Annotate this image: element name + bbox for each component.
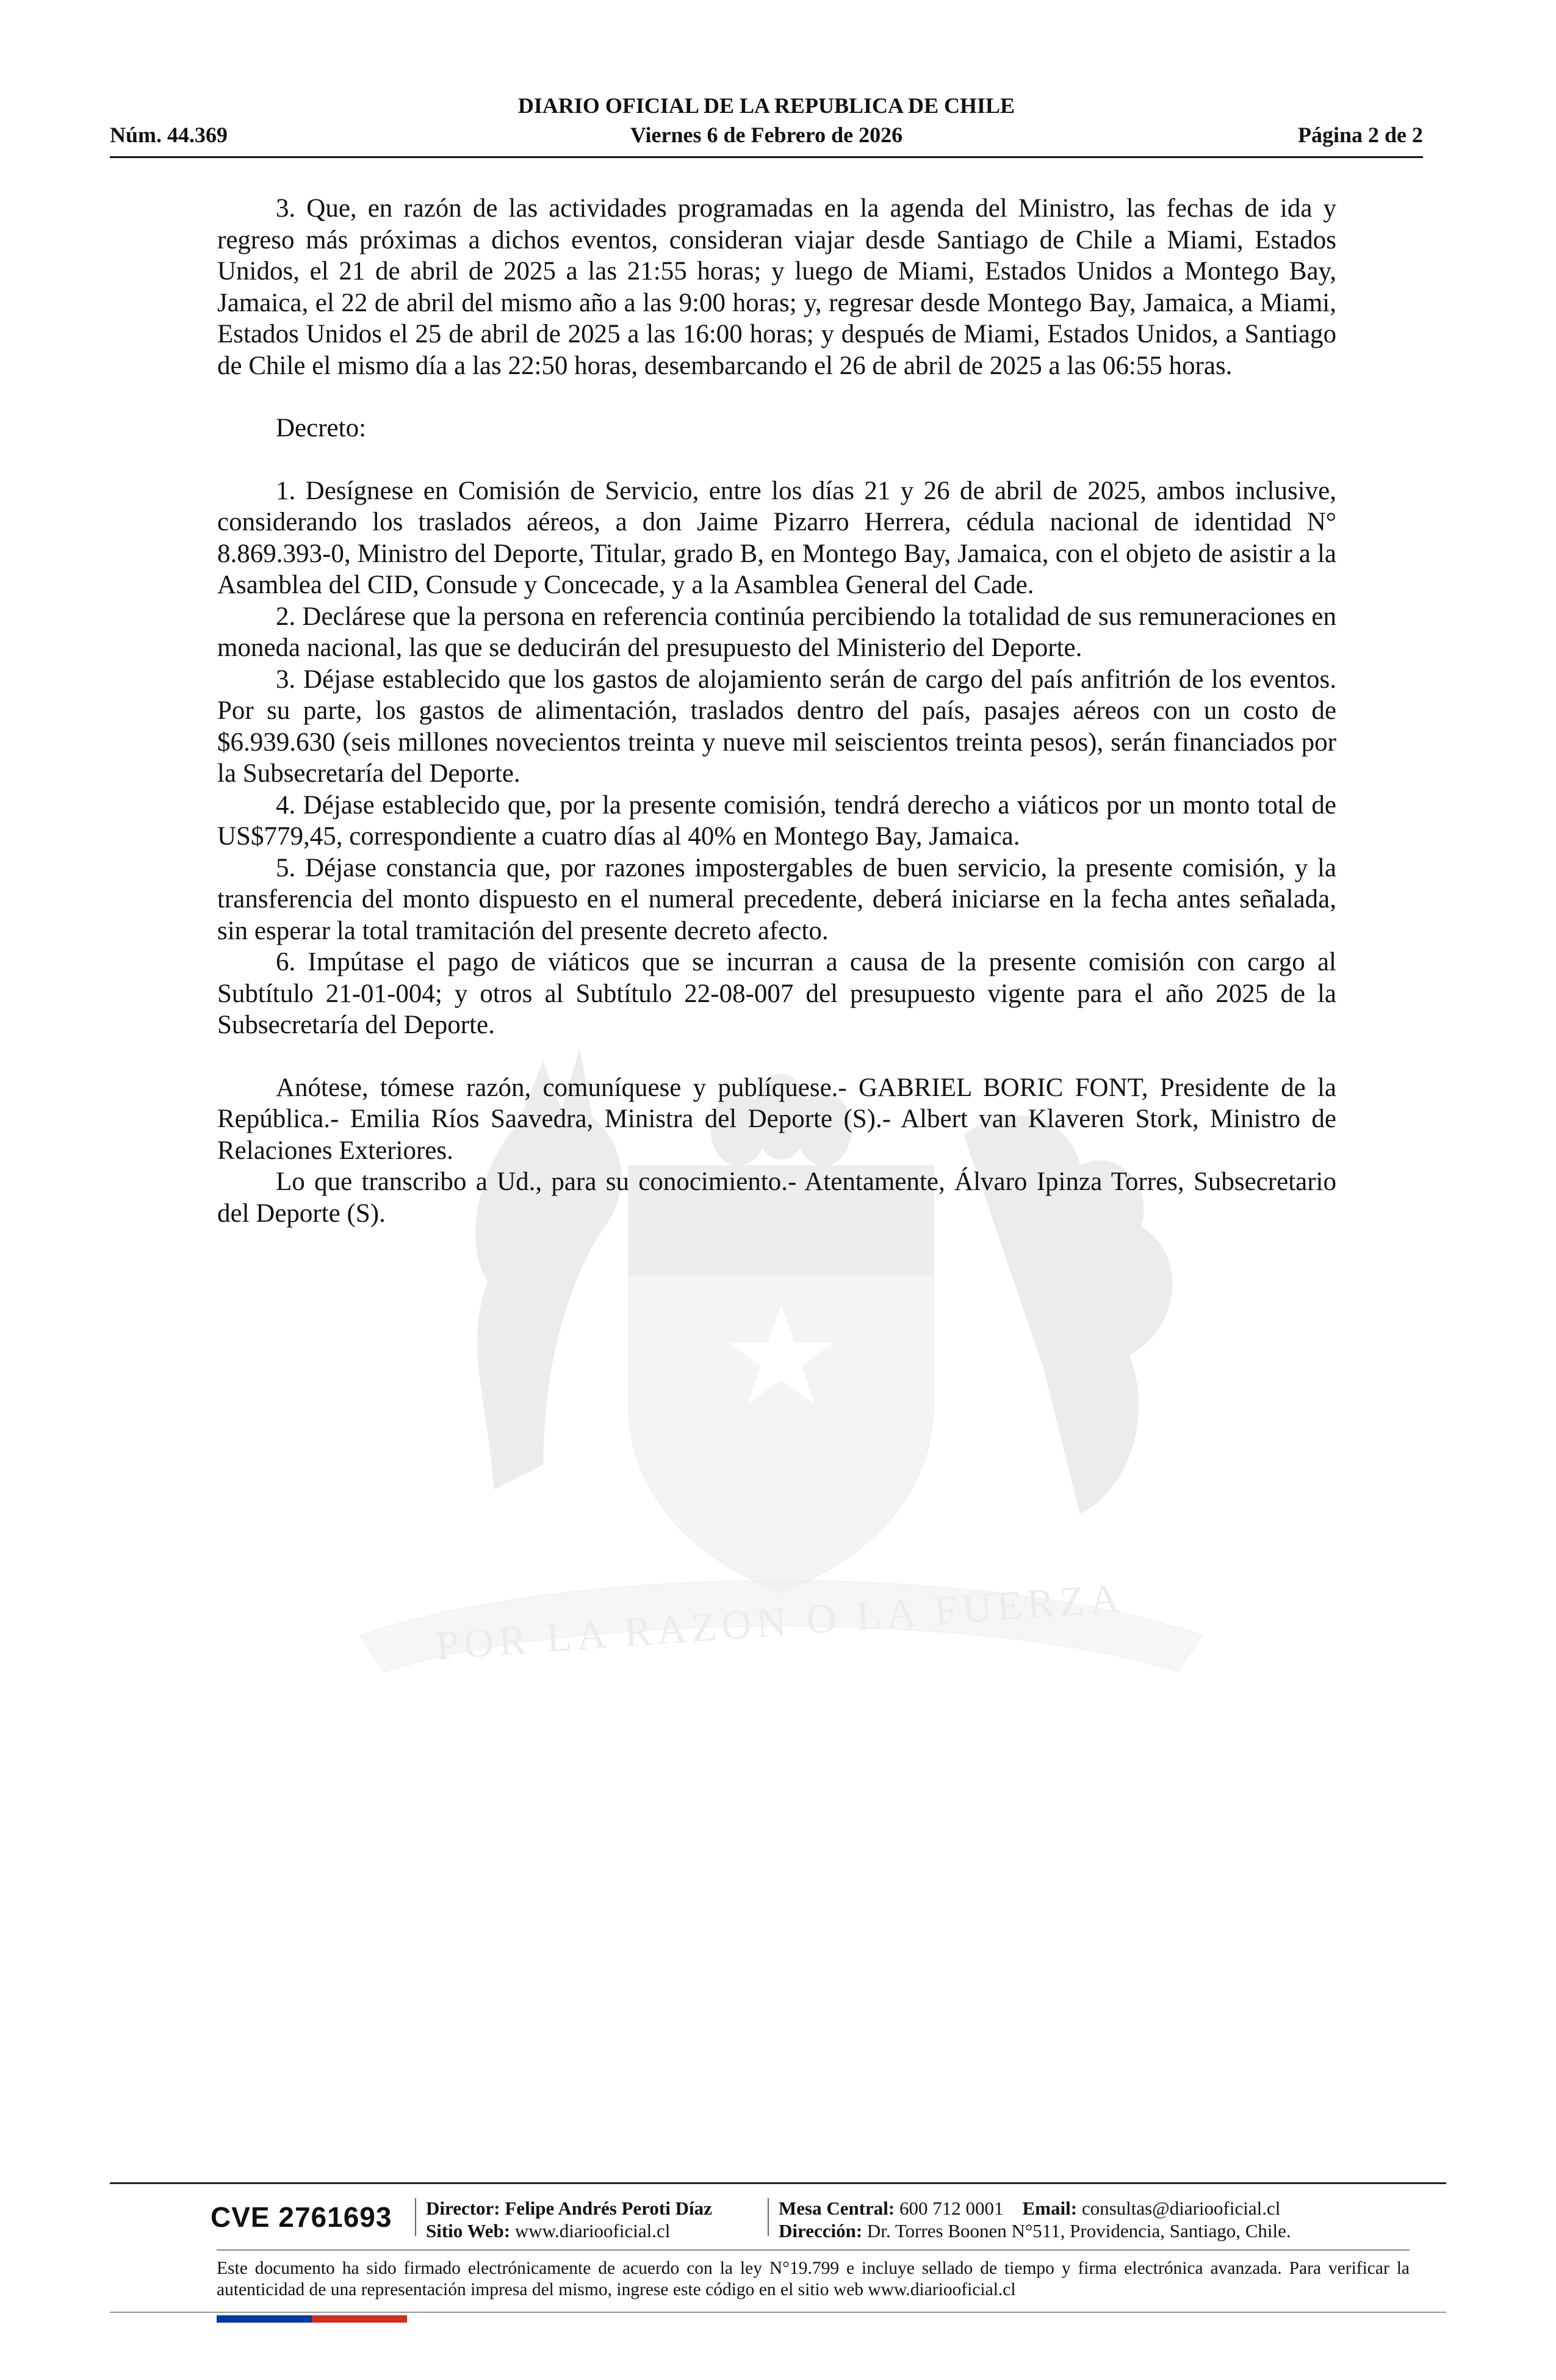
director-name: Felipe Andrés Peroti Díaz [505, 2198, 712, 2219]
article-3: 3. Déjase establecido que los gastos de alojamiento serán de cargo del país anfitrión de los eventos. Por su parte, los gastos de alimentación, traslados dentro del país, pasajes aéreos con un costo de $6.939.630 (seis millones novecientos treinta y nueve mil seiscientos treinta pesos), serán financiados por la Subsecretaría del Deporte. [217, 665, 1336, 788]
footer-director-column [426, 2197, 712, 2242]
footer-separator [415, 2198, 416, 2236]
address-label: Dirección: [779, 2220, 863, 2241]
director-label: Director: [426, 2198, 500, 2219]
email-link[interactable]: consultas@diariooficial.cl [1081, 2198, 1281, 2219]
page-indicator: Página 2 de 2 [1297, 123, 1423, 147]
article-1: 1. Desígnese en Comisión de Servicio, entre los días 21 y 26 de abril de 2025, ambos inclusive, considerando los traslados aéreos, a don Jaime Pizarro Herrera, cédula nacional de identidad N° 8.869.393-0, Ministro del Deporte, Titular, grado B, en Montego Bay, Jamaica, con el objeto de asistir a la Asamblea del CID, Consude y Concecade, y a la Asamblea General del Cade. [217, 476, 1336, 599]
issue-number: Núm. 44.369 [110, 123, 228, 147]
article-6: 6. Impútase el pago de viáticos que se incurran a causa de la presente comisión con cargo al Subtítulo 21-01-004; y otros al Subtítulo 22-08-007 del presupuesto vigente para el año 2025 de la Subsecretaría del Deporte. [217, 948, 1336, 1039]
footer-separator [768, 2198, 769, 2236]
page-footer [110, 2182, 1446, 2365]
mesa-label: Mesa Central: [779, 2198, 895, 2219]
cve-code: CVE 2761693 [211, 2201, 392, 2233]
web-label: Sitio Web: [426, 2220, 511, 2241]
closing-formula: Anótese, tómese razón, comuníquese y publíquese.- GABRIEL BORIC FONT, Presidente de la República.- Emilia Ríos Saavedra, Ministra del Deporte (S).- Albert van Klaveren Stork, Ministro de Relaciones Exteriores. [217, 1073, 1336, 1165]
address-value: Dr. Torres Boonen N°511, Providencia, Santiago, Chile. [866, 2220, 1291, 2241]
web-link[interactable]: www.diariooficial.cl [514, 2220, 671, 2241]
transcription-note: Lo que transcribo a Ud., para su conocimiento.- Atentamente, Álvaro Ipinza Torres, Subsecretario del Deporte (S). [217, 1167, 1336, 1228]
document-body [217, 193, 1336, 1229]
email-label: Email: [1022, 2198, 1078, 2219]
watermark-motto: POR LA RAZON O LA FUERZA [434, 1574, 1126, 1669]
article-4: 4. Déjase establecido que, por la presente comisión, tendrá derecho a viáticos por un monto total de US$779,45, correspondiente a cuatro días al 40% en Montego Bay, Jamaica. [217, 790, 1336, 851]
flag-blue-segment [217, 2315, 312, 2323]
chile-flag-stripe [217, 2315, 407, 2323]
footer-top-divider [110, 2182, 1446, 2184]
issue-date: Viernes 6 de Febrero de 2026 [630, 123, 903, 147]
legal-notice: Este documento ha sido firmado electrónicamente de acuerdo con la ley N°19.799 e incluye sellado de tiempo y firma electrónica avanzada. Para verificar la autenticidad de una representación impresa del mismo, ingrese este código en el sitio web www.diariooficial.cl [217, 2259, 1410, 2299]
gazette-title: DIARIO OFICIAL DE LA REPUBLICA DE CHILE [517, 93, 1015, 118]
considerando-paragraph: 3. Que, en razón de las actividades programadas en la agenda del Ministro, las fechas de ida y regreso más próximas a dichos eventos, consideran viajar desde Santiago de Chile a Miami, Estados Unidos, el 21 de abril de 2025 a las 21:55 horas; y luego de Miami, Estados Unidos a Montego Bay, Jamaica, el 22 de abril del mismo año a las 9:00 horas; y, regresar desde Montego Bay, Jamaica, a Miami, Estados Unidos el 25 de abril de 2025 a las 16:00 horas; y después de Miami, Estados Unidos, a Santiago de Chile el mismo día a las 22:50 horas, desembarcando el 26 de abril de 2025 a las 06:55 horas. [217, 194, 1336, 380]
page-header [110, 93, 1423, 161]
footer-mid-divider [217, 2249, 1410, 2251]
flag-red-segment [312, 2315, 407, 2323]
footer-contact-column [779, 2197, 1291, 2242]
header-divider [110, 156, 1423, 158]
mesa-phone: 600 712 0001 [899, 2198, 1004, 2219]
article-5: 5. Déjase constancia que, por razones impostergables de buen servicio, la presente comisión, y la transferencia del monto dispuesto en el numeral precedente, deberá iniciarse en la fecha antes señalada, sin esperar la total tramitación del presente decreto afecto. [217, 853, 1336, 945]
article-2: 2. Declárese que la persona en referencia continúa percibiendo la totalidad de sus remuneraciones en moneda nacional, las que se deducirán del presupuesto del Ministerio del Deporte. [217, 602, 1336, 662]
footer-bottom-divider [110, 2312, 1446, 2313]
decreto-heading: Decreto: [276, 414, 367, 442]
